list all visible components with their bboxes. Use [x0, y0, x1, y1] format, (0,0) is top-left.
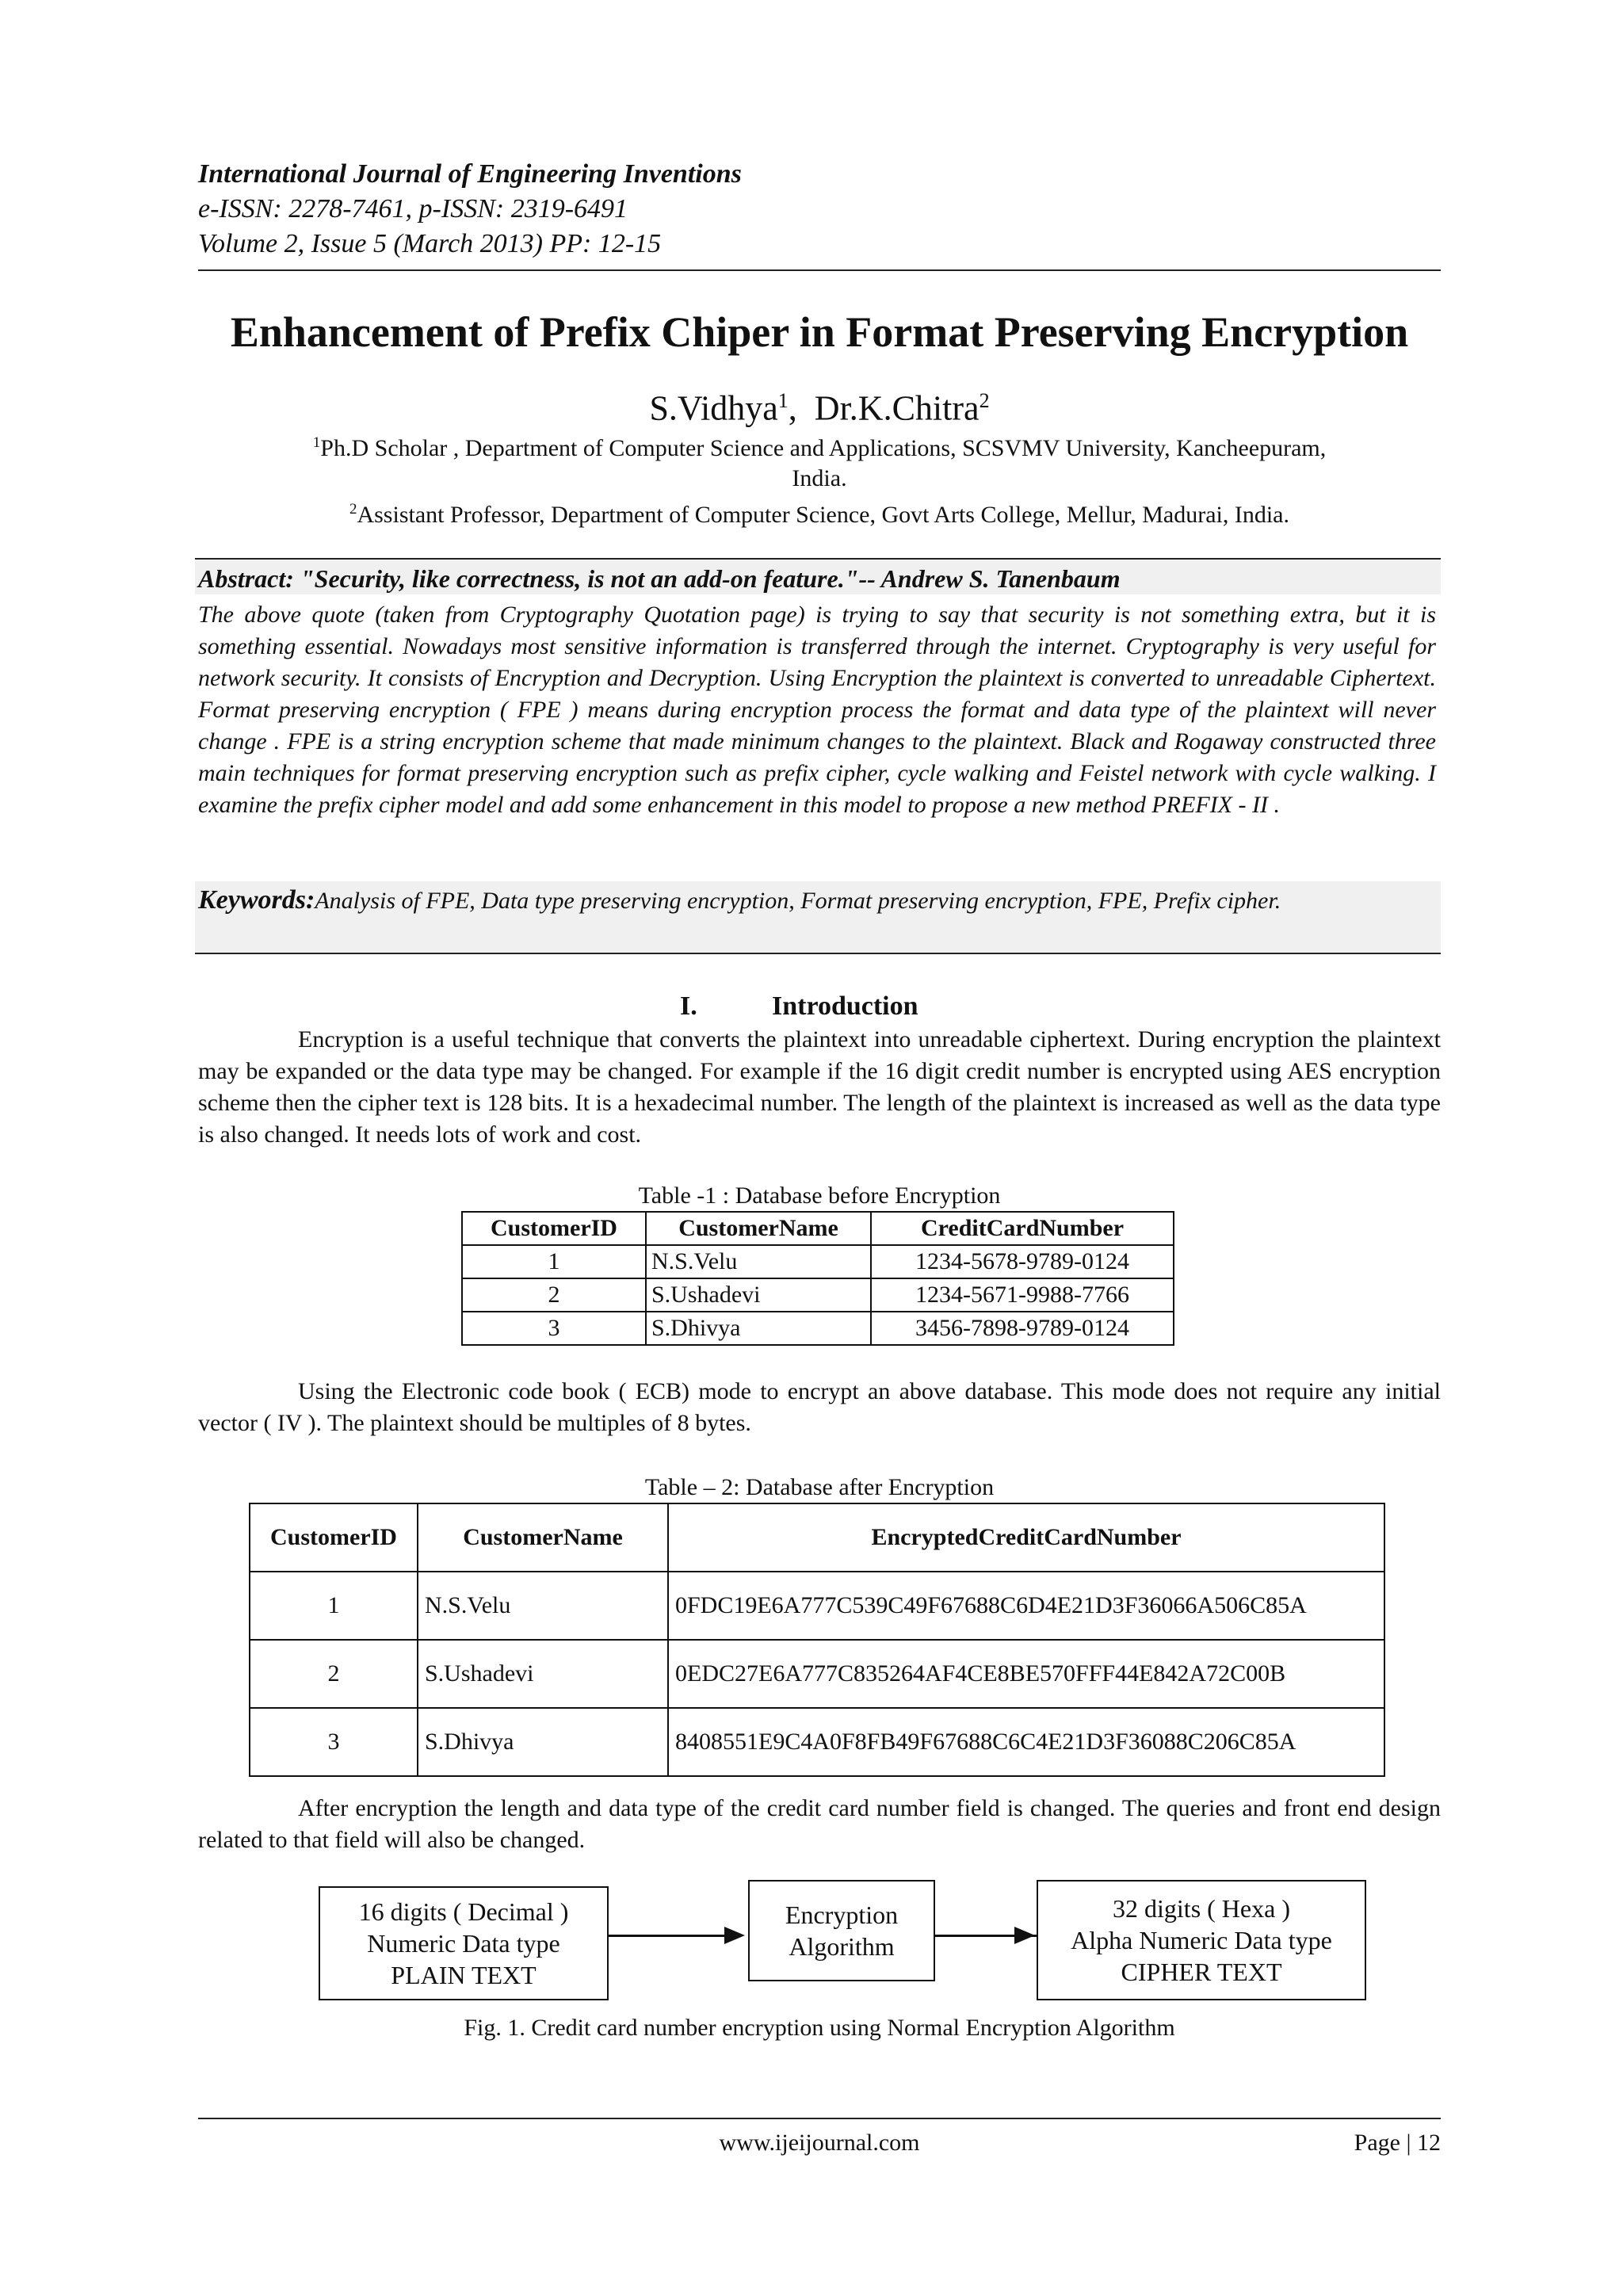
table-cell: 1234-5671-9988-7766 — [871, 1278, 1174, 1312]
table-cell: S.Ushadevi — [646, 1278, 871, 1312]
table-header-row — [462, 1212, 1174, 1245]
box-line: Numeric Data type — [367, 1929, 560, 1958]
ciphertext-box — [1037, 1880, 1366, 2000]
abstract-heading: Abstract: "Security, like correctness, is not an add-on feature."-- Andrew S. Tanenbaum — [198, 564, 1121, 593]
affiliation-text: Ph.D Scholar , Department of Computer Science and Applications, SCSVMV University, Kancheepuram, — [320, 435, 1327, 461]
paragraph-1 — [198, 1024, 1441, 1151]
footer-rule — [198, 2118, 1441, 2119]
journal-header — [198, 157, 1442, 262]
author-name: Dr.K.Chitra — [814, 388, 980, 428]
table-header: CustomerID — [250, 1503, 418, 1572]
author-sup: 2 — [979, 389, 990, 412]
affiliation-1 — [198, 428, 1441, 494]
arrow-line — [607, 1935, 726, 1937]
table-cell: N.S.Velu — [646, 1245, 871, 1278]
box-line: PLAIN TEXT — [391, 1961, 537, 1989]
table-header: EncryptedCreditCardNumber — [668, 1503, 1384, 1572]
figure-caption: Fig. 1. Credit card number encryption using Normal Encryption Algorithm — [464, 2015, 1175, 2041]
box-line: Alpha Numeric Data type — [1071, 1926, 1332, 1954]
header-rule — [198, 269, 1441, 271]
affiliation-text: India. — [792, 465, 847, 491]
affiliation-sup: 2 — [349, 501, 357, 518]
table2 — [249, 1503, 1385, 1777]
paragraph-text: Using the Electronic code book ( ECB) mode to encrypt an above database. This mode does not require any initial vector ( IV ). The plaintext should be multiples of 8 bytes. — [198, 1378, 1441, 1436]
table-header-row — [250, 1503, 1384, 1572]
table-row — [250, 1708, 1384, 1776]
paragraph-text: Encryption is a useful technique that converts the plaintext into unreadable ciphertext. During encryption the plaintext may be expanded or the data type may be changed. For example if the 16 digit credit number is encrypted using AES encryption scheme then the cipher text is 128 bits. It is a hexadecimal number. The length of the plaintext is increased as well as the data type is also changed. It needs lots of work and cost. — [198, 1026, 1441, 1148]
author-sup: 1 — [777, 389, 789, 412]
table-cell: 0FDC19E6A777C539C49F67688C6D4E21D3F36066A506C85A — [668, 1572, 1384, 1640]
paragraph-3 — [198, 1793, 1441, 1856]
keywords-text: Analysis of FPE, Data type preserving encryption, Format preserving encryption, FPE, Prefix cipher. — [315, 888, 1281, 914]
keywords-label: Keywords: — [198, 885, 315, 915]
table-cell: 2 — [462, 1278, 646, 1312]
table-header: CustomerName — [646, 1212, 871, 1245]
authors: S.Vidhya$^1$, Dr.K.Chitra$^2$ — [649, 388, 990, 428]
table-row — [250, 1640, 1384, 1708]
table-cell: S.Dhivya — [418, 1708, 668, 1776]
table-cell: 0EDC27E6A777C835264AF4CE8BE570FFF44E842A72C00B — [668, 1640, 1384, 1708]
box-line: Encryption — [785, 1901, 899, 1929]
journal-issn: e-ISSN: 2278-7461, p-ISSN: 2319-6491 — [198, 194, 628, 223]
table-header: CreditCardNumber — [871, 1212, 1174, 1245]
table-row — [462, 1245, 1174, 1278]
table-cell: S.Dhivya — [646, 1312, 871, 1345]
author-name: S.Vidhya — [649, 388, 778, 428]
table-row — [250, 1572, 1384, 1640]
table-header: CustomerID — [462, 1212, 646, 1245]
paragraph-text: After encryption the length and data type of the credit card number field is changed. The queries and front end design related to that field will also be changed. — [198, 1795, 1441, 1853]
paper-title: Enhancement of Prefix Chiper in Format Preserving Encryption — [230, 308, 1409, 356]
table-cell: N.S.Velu — [418, 1572, 668, 1640]
abstract-text: The above quote (taken from Cryptography Quotation page) is trying to say that security is not something extra, but it is something essential. Nowadays most sensitive information is transferred through the internet. Cryptography is very useful for network security. It consists of Encryption and Decryption. Using Encryption the plaintext is converted to unreadable Ciphertext. Format preserving encryption ( FPE ) means during encryption process the format and data type of the plaintext will never change . FPE is a string encryption scheme that made minimum changes to the plaintext. Black and Rogaway constructed three main techniques for format preserving encryption such as prefix cipher, cycle walking and Feistel network with cycle walking. I examine the prefix cipher model and add some enhancement in this model to propose a new method PREFIX - II . — [198, 602, 1436, 818]
table-cell: 1 — [250, 1572, 418, 1640]
section-heading — [680, 989, 918, 1024]
affiliation-text: Assistant Professor, Department of Computer Science, Govt Arts College, Mellur, Madurai, India. — [357, 502, 1290, 528]
table-header: CustomerName — [418, 1503, 668, 1572]
affiliation-sup: 1 — [312, 434, 321, 451]
box-line: Algorithm — [789, 1932, 895, 1961]
footer-page-number: Page | 12 — [1354, 2130, 1441, 2156]
box-line: CIPHER TEXT — [1121, 1958, 1282, 1986]
section-title: Introduction — [772, 991, 918, 1021]
keywords — [198, 884, 1436, 917]
journal-name: International Journal of Engineering Inventions — [198, 159, 742, 189]
table-cell: 3 — [250, 1708, 418, 1776]
table2-caption: Table – 2: Database after Encryption — [644, 1474, 995, 1500]
table1 — [461, 1211, 1174, 1346]
plaintext-box — [319, 1886, 609, 2000]
table-cell: 8408551E9C4A0F8FB49F67688C6C4E21D3F36088C206C85A — [668, 1708, 1384, 1776]
table-cell: 1234-5678-9789-0124 — [871, 1245, 1174, 1278]
table-cell: 2 — [250, 1640, 418, 1708]
arrow-head-icon — [1014, 1927, 1035, 1944]
abstract-box — [195, 558, 1441, 954]
arrow-head-icon — [724, 1927, 745, 1944]
table1-caption: Table -1 : Database before Encryption — [638, 1182, 1001, 1209]
encryption-algorithm-box — [748, 1880, 935, 1981]
table-row — [462, 1278, 1174, 1312]
footer-url: www.ijeijournal.com — [719, 2130, 920, 2156]
paragraph-2 — [198, 1376, 1441, 1439]
box-line: 32 digits ( Hexa ) — [1113, 1894, 1290, 1923]
box-line: 16 digits ( Decimal ) — [358, 1897, 569, 1926]
table-cell: 3 — [462, 1312, 646, 1345]
journal-volume: Volume 2, Issue 5 (March 2013) PP: 12-15 — [198, 229, 662, 258]
section-number: I. — [680, 991, 697, 1021]
table-cell: 1 — [462, 1245, 646, 1278]
affiliation-2 — [198, 495, 1441, 530]
table-row — [462, 1312, 1174, 1345]
table-cell: 3456-7898-9789-0124 — [871, 1312, 1174, 1345]
table-cell: S.Ushadevi — [418, 1640, 668, 1708]
